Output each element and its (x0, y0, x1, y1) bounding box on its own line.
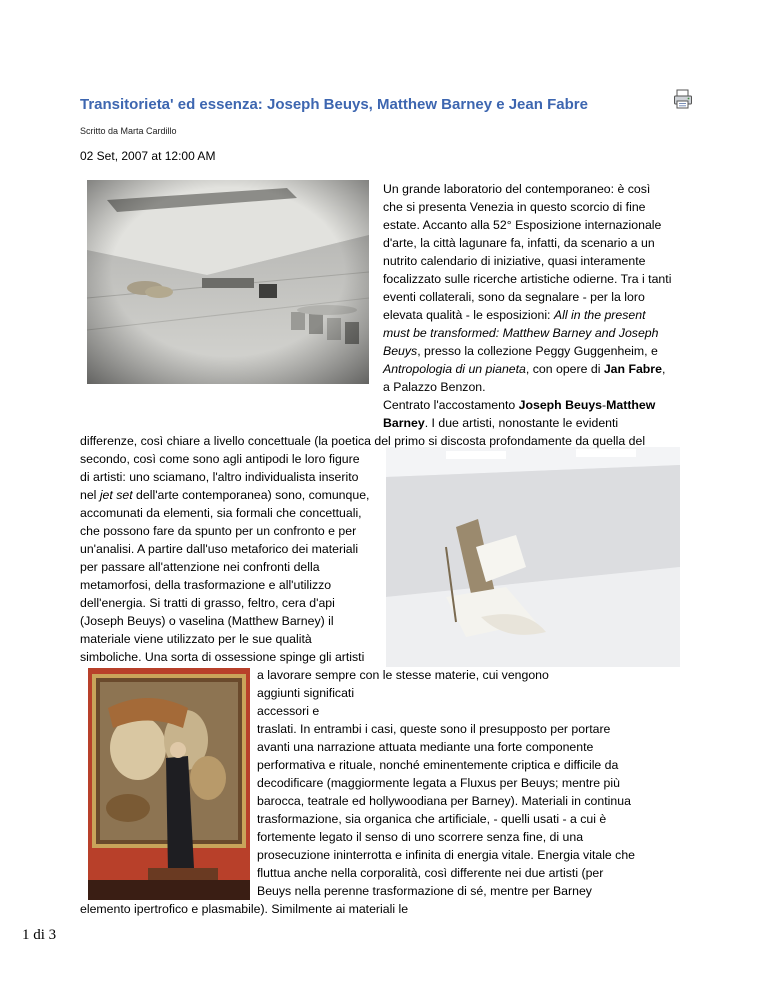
body-line (383, 324, 658, 342)
body-line (80, 540, 358, 558)
italic-text: Antropologia di un pianeta (383, 362, 526, 376)
body-text-segment: materiale viene utilizzato per le sue qualità (80, 632, 312, 646)
body-line (80, 612, 334, 630)
body-line (80, 594, 335, 612)
body-text-segment: Un grande laboratorio del contemporaneo: è così (383, 182, 651, 196)
body-line (383, 396, 655, 414)
body-line (257, 810, 606, 828)
body-text-segment: performativa e rituale, nonché eminentemente criptica e difficile da (257, 758, 619, 772)
body-text-segment: Beuys nella perenne trasformazione di sé, mentre per Barney (257, 884, 592, 898)
body-text-segment: metamorfosi, della trasformazione e all'utilizzo (80, 578, 332, 592)
body-text-segment: fortemente legato il senso di uno scorrere senza fine, di una (257, 830, 584, 844)
body-line (80, 468, 358, 486)
body-text-segment: elevata qualità - le esposizioni: (383, 308, 554, 322)
body-line (383, 360, 665, 378)
body-text-segment: per passare all'attenzione nei confronti della (80, 560, 320, 574)
body-line (80, 522, 356, 540)
body-line (257, 828, 583, 846)
body-line (257, 756, 618, 774)
body-text-segment: . I due artisti, nonostante le evidenti (424, 416, 619, 430)
body-text-segment: un'analisi. A partire dall'uso metaforico dei materiali (80, 542, 359, 556)
body-line (257, 792, 631, 810)
italic-text: jet set (99, 488, 133, 502)
body-line (257, 864, 603, 882)
body-line (80, 486, 369, 504)
body-line (383, 288, 645, 306)
body-line (383, 306, 646, 324)
print-icon[interactable] (673, 89, 693, 109)
installation-photo-fabre (88, 668, 250, 900)
body-line (257, 684, 354, 702)
body-line (257, 882, 592, 900)
body-line (383, 180, 650, 198)
body-text-segment: che si presenta Venezia in questo scorcio di fine (383, 200, 646, 214)
body-text-segment: - (602, 398, 607, 412)
article-title[interactable]: Transitorieta' ed essenza: Joseph Beuys, Matthew Barney e Jean Fabre (80, 96, 588, 113)
body-line (80, 450, 360, 468)
body-line (80, 900, 408, 918)
body-line (257, 720, 610, 738)
body-text-segment: simboliche. Una sorta di ossessione spinge gli artisti (80, 650, 365, 664)
body-line (80, 648, 364, 666)
body-line (257, 774, 620, 792)
body-text-segment: secondo, così come sono agli antipodi le loro figure (80, 452, 360, 466)
body-line (383, 378, 486, 396)
body-line (80, 504, 362, 522)
body-text-segment: focalizzato sulle ricerche artistiche odierne. Tra i tanti (383, 272, 672, 286)
body-text-segment: nutrito calendario di iniziative, quasi interamente (383, 254, 646, 268)
italic-text: All in the present (553, 308, 646, 322)
body-text-segment: traslati. In entrambi i casi, queste sono il presupposto per portare (257, 722, 611, 736)
body-line (383, 216, 661, 234)
bold-text: Jan Fabre (603, 362, 662, 376)
body-line (257, 846, 635, 864)
body-text-segment: a Palazzo Benzon. (383, 380, 486, 394)
body-text-segment: fluttua anche nella corporalità, così differente nei due artisti (per (257, 866, 604, 880)
body-line (80, 558, 320, 576)
bold-text: Joseph Beuys (518, 398, 603, 412)
body-line (257, 666, 549, 684)
body-line (80, 576, 331, 594)
body-text-segment: , presso la collezione Peggy Guggenheim, e (417, 344, 658, 358)
body-text-segment: dell'arte contemporanea) sono, comunque, (132, 488, 370, 502)
body-text-segment: (Joseph Beuys) o vaselina (Matthew Barney) il (80, 614, 334, 628)
bold-text: Barney (383, 416, 425, 430)
body-text-segment: dell'energia. Si tratti di grasso, feltro, cera d'api (80, 596, 335, 610)
body-line (257, 702, 319, 720)
body-text-segment: , (661, 362, 666, 376)
body-text-segment: elemento ipertrofico e plasmabile). Similmente ai materiali le (80, 902, 409, 916)
body-text-segment: a lavorare sempre con le stesse materie, cui vengono (257, 668, 549, 682)
body-text-segment: barocca, teatrale ed hollywoodiana per Barney). Materiali in continua (257, 794, 631, 808)
body-text-segment: accomunati da elementi, sia formali che concettuali, (80, 506, 362, 520)
article-date: 02 Set, 2007 at 12:00 AM (80, 149, 216, 163)
body-text-segment: di artisti: uno sciamano, l'altro individualista inserito (80, 470, 359, 484)
installation-photo-beuys (87, 180, 369, 384)
body-line (80, 432, 645, 450)
body-text-segment: differenze, così chiare a livello concettuale (la poetica del primo si discosta profondamente da quella del (80, 434, 646, 448)
body-line (383, 270, 671, 288)
body-text-segment: estate. Accanto alla 52° Esposizione internazionale (383, 218, 662, 232)
body-text-segment: aggiunti significati (257, 686, 355, 700)
body-line (383, 252, 645, 270)
body-text-segment: , con opere di (525, 362, 604, 376)
body-text-segment: accessori e (257, 704, 320, 718)
bold-text: Matthew (606, 398, 656, 412)
body-text-segment: decodificare (maggiormente legata a Fluxus per Beuys; mentre più (257, 776, 620, 790)
body-text-segment: d'arte, la città lagunare fa, infatti, da scenario a un (383, 236, 655, 250)
body-line (383, 234, 655, 252)
installation-photo-barney (386, 447, 680, 667)
body-line (80, 630, 312, 648)
body-line (383, 198, 646, 216)
body-text-segment: Centrato l'accostamento (383, 398, 519, 412)
body-line (383, 414, 618, 432)
body-text-segment: nel (80, 488, 100, 502)
article-author: Scritto da Marta Cardillo (80, 126, 177, 136)
body-text-segment: che possono fare da spunto per un confronto e per (80, 524, 357, 538)
italic-text: Beuys (383, 344, 418, 358)
body-line (383, 342, 658, 360)
italic-text: must be transformed: Matthew Barney and Joseph (383, 326, 659, 340)
body-line (257, 738, 593, 756)
body-text-segment: prosecuzione ininterrotta e infinita di energia vitale. Energia vitale che (257, 848, 636, 862)
body-text-segment: avanti una narrazione attuata mediante una forte componente (257, 740, 594, 754)
body-text-segment: eventi collaterali, sono da segnalare - per la loro (383, 290, 645, 304)
page-number: 1 di 3 (22, 927, 57, 943)
body-text-segment: trasformazione, sia organica che artificiale, - quelli usati - a cui è (257, 812, 607, 826)
